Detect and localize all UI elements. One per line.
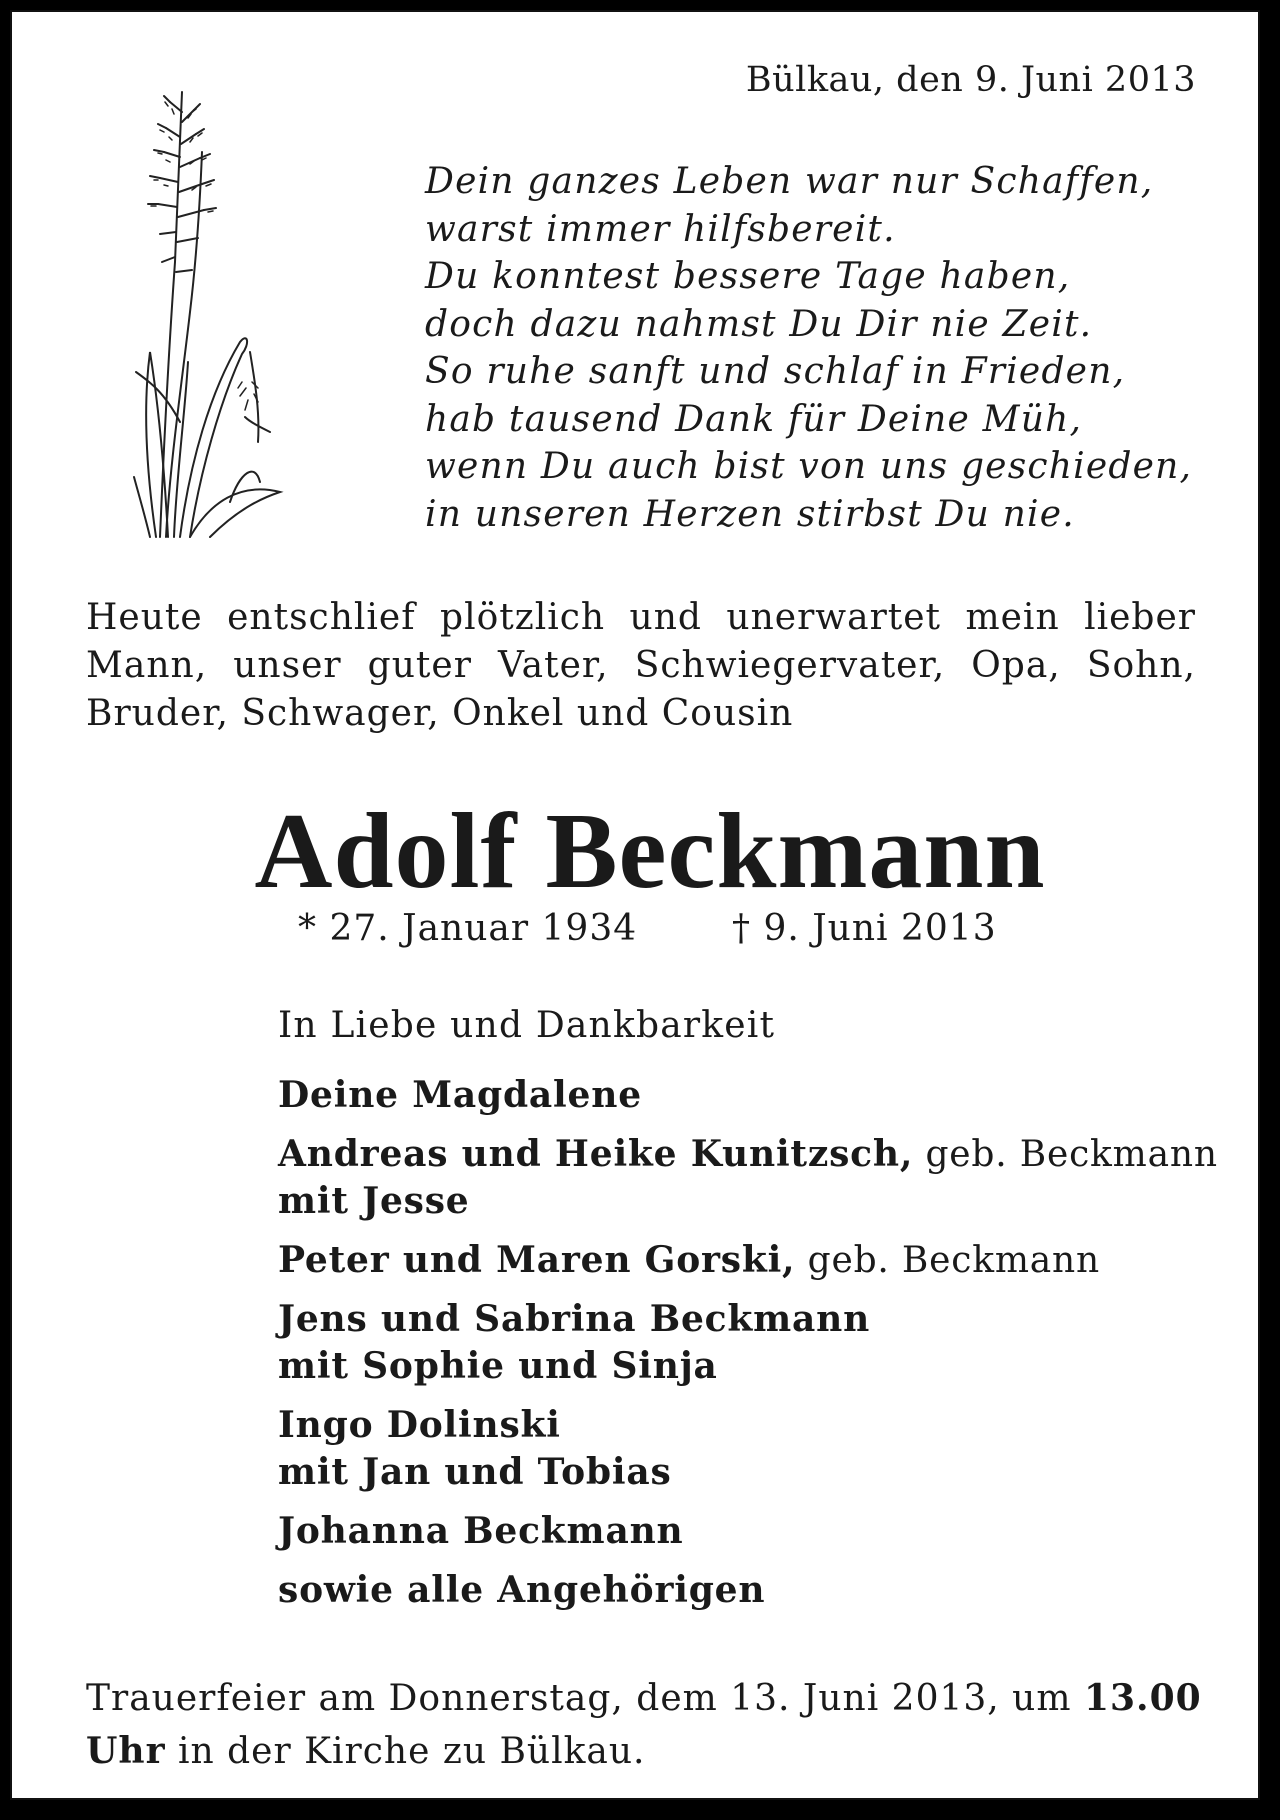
poem-line: So ruhe sanft und schlaf in Frieden, — [425, 351, 1126, 392]
announcement-line: Mann, unser guter Vater, Schwiegervater, Opa, Sohn, — [86, 645, 1196, 686]
family-entry — [278, 1237, 1218, 1284]
announcement-text — [86, 594, 1196, 738]
poem-line: in unseren Herzen stirbst Du nie. — [425, 493, 1075, 535]
maiden-name: geb. Beckmann — [913, 1134, 1218, 1175]
family-entry — [278, 1131, 1218, 1178]
deceased-name: Adolf Beckmann — [254, 792, 1046, 911]
family-entry — [278, 1402, 1218, 1449]
poem — [425, 158, 1192, 538]
grass-icon — [130, 82, 300, 542]
family-children: mit Sophie und Sinja — [278, 1345, 718, 1387]
family-entry — [278, 1072, 1218, 1119]
family-name: sowie alle Angehörigen — [278, 1569, 766, 1611]
family-name: Ingo Dolinski — [278, 1404, 561, 1446]
service-time: 13.00 — [1083, 1677, 1202, 1719]
family-children: mit Jan und Tobias — [278, 1451, 672, 1493]
thanks-line: In Liebe und Dankbarkeit — [278, 1005, 776, 1046]
maiden-name: geb. Beckmann — [795, 1240, 1101, 1281]
poem-line: warst immer hilfsbereit. — [425, 208, 896, 250]
poem-line: wenn Du auch bist von uns geschieden, — [425, 446, 1193, 487]
family-entry — [278, 1567, 1218, 1614]
birth-date: * 27. Januar 1934 — [298, 908, 638, 949]
family-name: Johanna Beckmann — [278, 1510, 684, 1552]
family-name: Peter und Maren Gorski, — [278, 1239, 796, 1281]
poem-line: doch dazu nahmst Du Dir nie Zeit. — [425, 303, 1093, 345]
dateline: Bülkau, den 9. Juni 2013 — [745, 60, 1196, 100]
family-name: Jens und Sabrina Beckmann — [278, 1298, 871, 1340]
obituary-notice — [10, 10, 1260, 1800]
family-children: mit Jesse — [278, 1180, 470, 1222]
family-entry — [278, 1296, 1218, 1343]
family-name: Deine Magdalene — [278, 1074, 642, 1116]
funeral-service-info — [86, 1672, 1202, 1778]
family-entry — [278, 1508, 1218, 1555]
family-list — [278, 1072, 1218, 1614]
poem-line: Du konntest bessere Tage haben, — [425, 256, 1071, 297]
poem-line: hab tausend Dank für Deine Müh, — [425, 398, 1083, 440]
announcement-line: Heute entschlief plötzlich und unerwartet mein lieber — [86, 597, 1196, 638]
announcement-line: Bruder, Schwager, Onkel und Cousin — [86, 693, 794, 734]
family-name: Andreas und Heike Kunitzsch, — [278, 1133, 914, 1175]
service-line: Uhr in der Kirche zu Bülkau. — [86, 1730, 646, 1772]
death-date: † 9. Juni 2013 — [732, 908, 997, 949]
poem-line: Dein ganzes Leben war nur Schaffen, — [425, 161, 1154, 202]
service-line: Trauerfeier am Donnerstag, dem 13. Juni 2013, um 13.00 — [86, 1677, 1202, 1719]
